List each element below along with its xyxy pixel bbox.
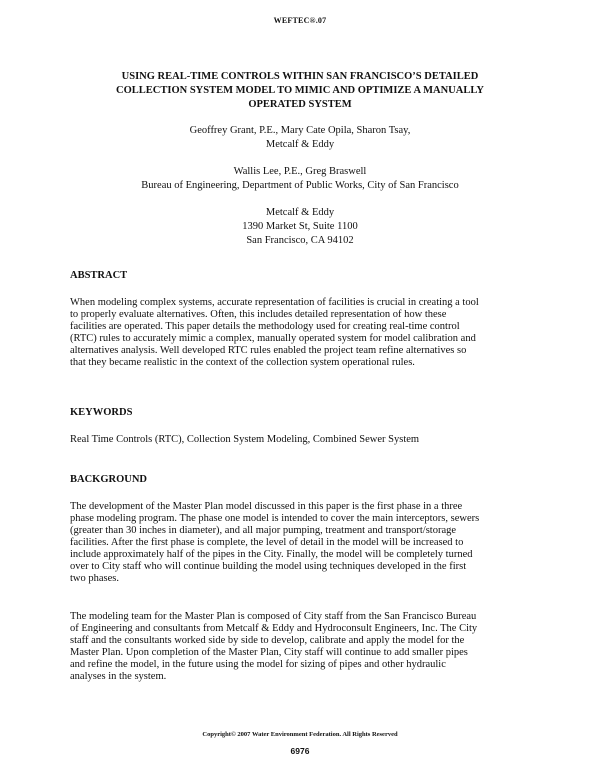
address-company: Metcalf & Eddy (265, 207, 335, 218)
title-line: COLLECTION SYSTEM MODEL TO MIMIC AND OPTIMIZE A MANUALLY (116, 85, 484, 96)
keywords-line: Real Time Controls (RTC), Collection System Modeling, Combined Sewer System (70, 434, 420, 445)
abstract-line: alternatives analysis. Well developed RTC rules enabled the project team refine alternatives so (70, 345, 467, 356)
conference-header: WEFTEC®.07 (273, 16, 327, 25)
abstract-line: to properly evaluate alternatives. Often, this includes detailed representation of how these (70, 309, 447, 320)
keywords-heading: KEYWORDS (70, 407, 133, 418)
background-line: staff and the consultants worked side by side to develop, calibrate and apply the model for the (70, 635, 465, 646)
abstract-line: (RTC) rules to accurately mimic a complex, manually operated system for model calibration and (70, 333, 476, 344)
background-line: The development of the Master Plan model discussed in this paper is the first phase in a three (70, 501, 463, 512)
background-line: Master Plan. Upon completion of the Master Plan, City staff will continue to add smaller pipes (70, 647, 468, 658)
author-affiliation: Bureau of Engineering, Department of Public Works, City of San Francisco (141, 180, 459, 191)
paper-title (84, 70, 516, 112)
author-names: Geoffrey Grant, P.E., Mary Cate Opila, Sharon Tsay, (189, 125, 411, 136)
background-line: over to City staff who will continue building the model using techniques developed in the first (70, 561, 467, 572)
background-line: analyses in the system. (70, 671, 167, 682)
keywords-text (70, 434, 540, 446)
address-city: San Francisco, CA 94102 (246, 235, 354, 246)
abstract-paragraph (70, 297, 540, 369)
title-line: OPERATED SYSTEM (248, 99, 352, 110)
background-line: two phases. (70, 573, 119, 584)
author-block-1 (0, 124, 600, 152)
copyright-notice: Copyright© 2007 Water Environment Federation. All Rights Reserved (202, 731, 398, 738)
background-line: facilities. After the first phase is complete, the level of detail in the model will be increased to (70, 537, 464, 548)
address-street: 1390 Market St, Suite 1100 (242, 221, 358, 232)
address-block (0, 206, 600, 248)
background-line: of Engineering and consultants from Metcalf & Eddy and Hydroconsult Engineers, Inc. The City (70, 623, 478, 634)
page-number: 6976 (290, 746, 310, 756)
background-paragraph-1 (70, 501, 540, 585)
abstract-line: facilities are operated. This paper details the methodology used for creating real-time control (70, 321, 460, 332)
author-block-2 (0, 165, 600, 193)
background-line: (greater than 30 inches in diameter), and all major pumping, treatment and transport/storage (70, 525, 457, 536)
abstract-line: When modeling complex systems, accurate representation of facilities is crucial in creating a tool (70, 297, 479, 308)
background-line: phase modeling program. The phase one model is intended to cover the main interceptors, sewers (70, 513, 480, 524)
background-line: include approximately half of the pipes in the City. Finally, the model will be completely turned (70, 549, 473, 560)
background-heading: BACKGROUND (70, 474, 148, 485)
abstract-heading: ABSTRACT (70, 270, 128, 281)
background-paragraph-2 (70, 611, 540, 683)
abstract-line: that they became realistic in the context of the collection system operational rules. (70, 357, 415, 368)
title-line: USING REAL-TIME CONTROLS WITHIN SAN FRANCISCO’S DETAILED (121, 71, 479, 82)
background-line: and refine the model, in the future using the model for sizing of pipes and other hydraulic (70, 659, 446, 670)
author-affiliation: Metcalf & Eddy (265, 139, 335, 150)
author-names: Wallis Lee, P.E., Greg Braswell (233, 166, 367, 177)
background-line: The modeling team for the Master Plan is composed of City staff from the San Francisco Bureau (70, 611, 477, 622)
